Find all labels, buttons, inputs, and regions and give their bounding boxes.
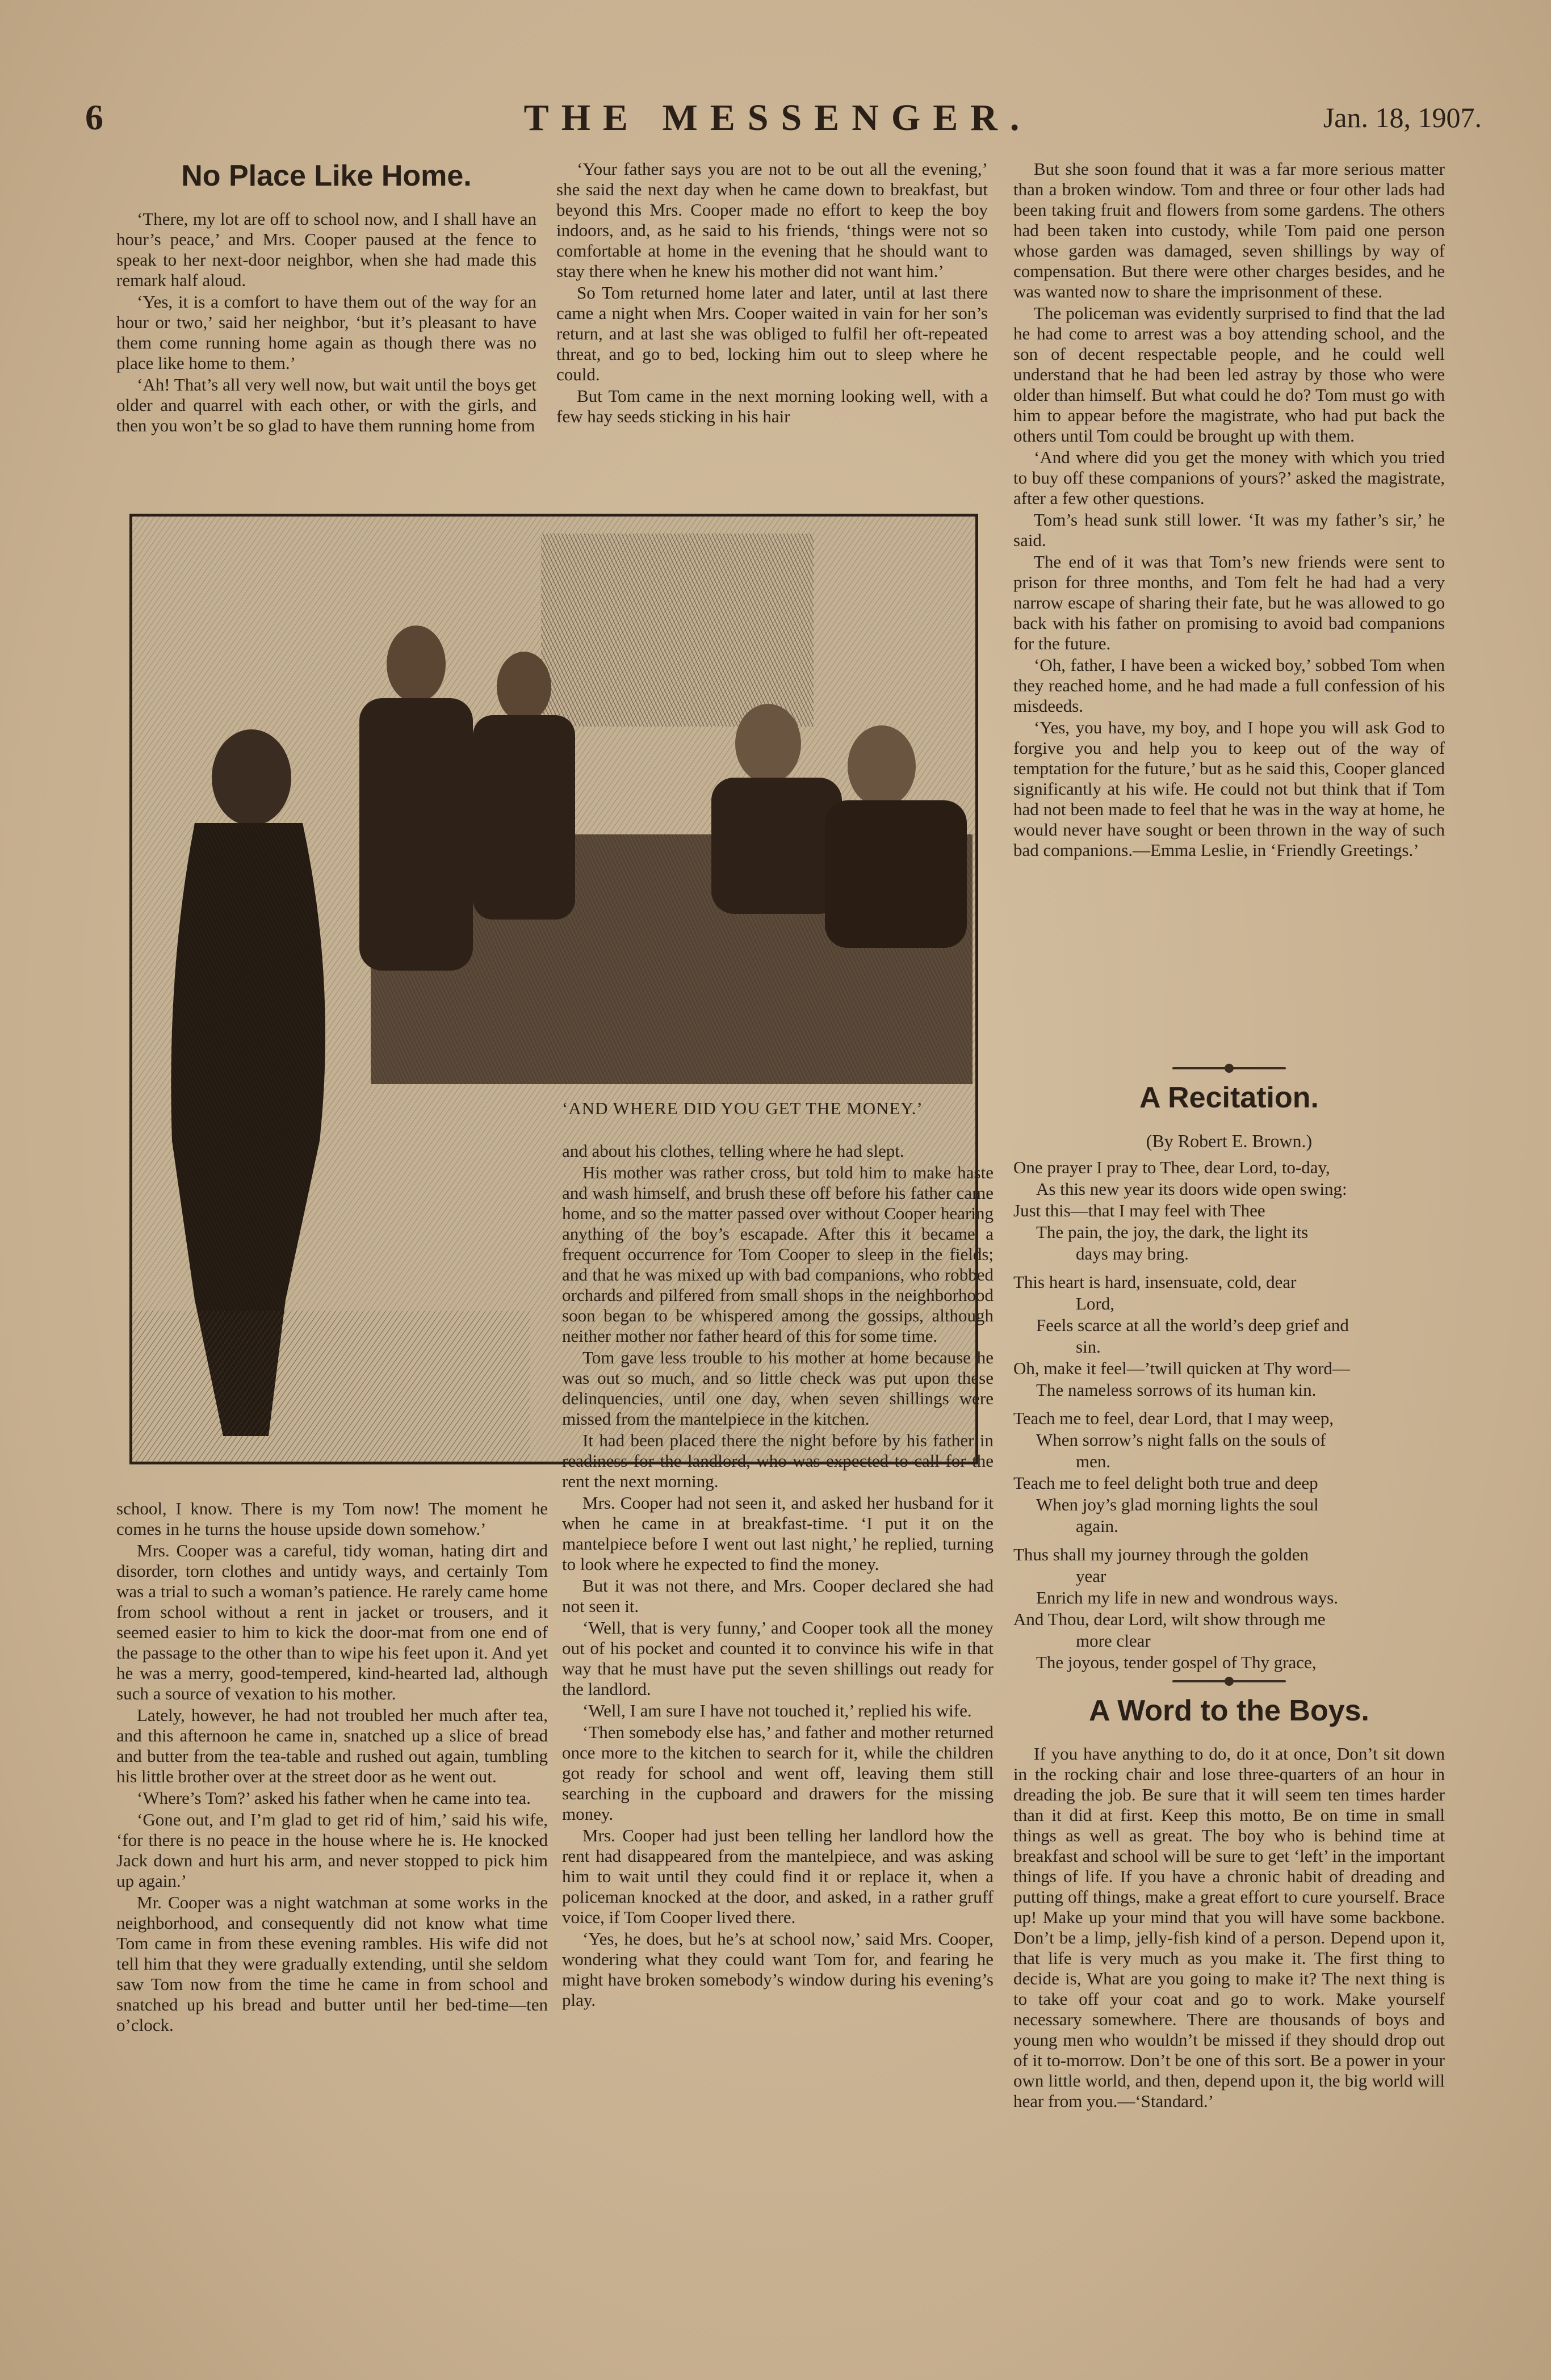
paragraph: ‘Ah! That’s all very well now, but wait until the boys get older and quarrel with each other, or with the girls, and then you won’t be so glad to have them running home from [116,375,536,435]
verse-line: more clear [1076,1631,1151,1651]
paragraph: Tom’s head sunk still lower. ‘It was my father’s sir,’ he said. [1013,510,1445,550]
word-to-boys-title: A Word to the Boys. [1089,1694,1369,1727]
paragraph: Tom gave less trouble to his mother at home because he was out so much, and so little check was put upon these delinquencies, until one day, when seven shillings were missed from the mantelpiece in the kitchen. [562,1348,994,1429]
verse-line: men. [1076,1451,1111,1471]
verse-line: Oh, make it feel—’twill quicken at Thy word— [1013,1358,1350,1378]
issue-date: Jan. 18, 1907. [1323,102,1482,133]
paragraph: ‘And where did you get the money with which you tried to buy off these companions of yours?’ asked the magistrate, after a few other questions. [1013,447,1445,508]
paragraph: ‘Well, I am sure I have not touched it,’ replied his wife. [582,1701,972,1720]
verse-line: Just this—that I may feel with Thee [1013,1201,1265,1220]
paragraph: ‘Then somebody else has,’ and father and mother returned once more to the kitchen to search for it, while the children got ready for school and went off, leaving them still searching in the cupboard and drawers for the missing money. [562,1722,994,1824]
paragraph: ‘Yes, it is a comfort to have them out of the way for an hour or two,’ said her neighbor, ‘but it’s pleasant to have them come running home again as though there was no place like home to them.’ [116,292,536,373]
paragraph: ‘Yes, he does, but he’s at school now,’ said Mrs. Cooper, wondering what they could want Tom for, and fearing he might have broken somebody’s window during his evening’s play. [562,1929,994,2010]
paragraph: So Tom returned home later and later, until at last there came a night when Mrs. Cooper waited in vain for her son’s return, and at last she was obliged to fulfil her oft-repeated threat, and go to bed, locking him out to sleep where he could. [556,283,988,384]
recitation-byline: (By Robert E. Brown.) [1146,1131,1313,1151]
section-divider [1172,1067,1286,1069]
verse-line: When joy’s glad morning lights the soul [1036,1495,1319,1514]
verse-line: And Thou, dear Lord, wilt show through me [1013,1609,1326,1629]
paragraph: It had been placed there the night before by his father in readiness for the landlord, who was expected to call for the rent the next morning. [562,1430,994,1491]
paragraph: ‘Gone out, and I’m glad to get rid of him,’ said his wife, ‘for there is no peace in the house where he is. He knocked Jack down and hurt his arm, and never stopped to pick him up again.’ [116,1810,548,1891]
masthead [85,96,1482,148]
verse-line: Thus shall my journey through the golden [1013,1544,1309,1564]
verse-line: days may bring. [1076,1244,1189,1264]
verse-line: again. [1076,1516,1118,1536]
paragraph: ‘Yes, you have, my boy, and I hope you will ask God to forgive you and help you to keep out of the way of temptation for the future,’ but as he said this, Cooper glanced significantly at his wife. He could not but think that if Tom had not been made to feel that he was in the way at home, he would never have sought or been thrown in the way of such bad companions.—Emma Leslie, in ‘Friendly Greetings.’ [1013,717,1445,860]
section-divider [1172,1680,1286,1682]
paragraph: Lately, however, he had not troubled her much after tea, and this afternoon he came in, snatched up a slice of bread and butter from the tea-table and rushed out again, tumbling his little brother over at the street door as he went out. [116,1705,548,1786]
verse-line: Lord, [1076,1294,1115,1313]
page-number: 6 [85,97,103,137]
verse-line: One prayer I pray to Thee, dear Lord, to-day, [1013,1157,1330,1177]
verse-line: Feels scarce at all the world’s deep grief and [1036,1315,1349,1335]
recitation-section [1013,1067,1445,1680]
story-col1-bottom [116,1498,548,2037]
verse-stanza [1013,1544,1445,1673]
paragraph: ‘Well, that is very funny,’ and Cooper took all the money out of his pocket and counted it to convince his wife in that way that he must have put the seven shillings out ready for the landlord. [562,1618,994,1699]
story-col1-top [116,159,536,437]
paragraph: and about his clothes, telling where he had slept. [562,1141,904,1161]
verse-line: As this new year its doors wide open swing: [1036,1179,1347,1199]
paragraph: But she soon found that it was a far more serious matter than a broken window. Tom and three or four other lads had been taking fruit and flowers from some gardens. The others had been taken into custody, while Tom paid one person whose garden was damaged, seven shillings by way of compensation. But there were other charges besides, and he was wanted now to share the imprisonment of these. [1013,159,1445,301]
paragraph: His mother was rather cross, but told him to make haste and wash himself, and brush these off before his father came home, and so the matter passed over without Cooper hearing anything of the boy’s escapade. After this it became a frequent occurrence for Tom Cooper to sleep in the fields; and that he was mixed up with bad companions, who robbed orchards and pilfered from small shops in the neighborhood soon began to be whispered among the gossips, although neither mother nor father heard of this for some time. [562,1162,994,1346]
verse-stanza [1013,1408,1445,1537]
verse-line: year [1076,1566,1106,1586]
story-col2-bottom [562,1141,994,2012]
verse-line: The nameless sorrows of its human kin. [1036,1380,1317,1400]
paragraph: But it was not there, and Mrs. Cooper declared she had not seen it. [562,1576,994,1616]
illustration-caption: ‘AND WHERE DID YOU GET THE MONEY.’ [562,1098,923,1118]
paragraph: If you have anything to do, do it at once, Don’t sit down in the rocking chair and lose three-quarters of an hour in dreading the job. Be sure that it will seem ten times harder than it did at first. Keep this motto, Be on time in small things as well as great. The boy who is behind time at breakfast and school will be sure to get ‘left’ in the important things of life. If you have a chronic habit of dreading and putting off things, make a great effort to cure yourself. Brace up! Make up your mind that you will have some backbone. Don’t be a limp, jelly-fish kind of a person. Depend upon it, that life is very much as you make it. The first thing to decide is, What are you going to make it? The next thing is to take off your coat and go to work. Make yourself necessary somewhere. There are thousands of boys and young men who wouldn’t be missed if they should drop out of it to-morrow. Don’t be one of this sort. Be a power in your own little world, and then, depend upon it, the big world will hear from you.—‘Standard.’ [1013,1744,1445,2111]
recitation-title: A Recitation. [1139,1081,1319,1114]
paragraph: The end of it was that Tom’s new friends were sent to prison for three months, and Tom felt he had had a very narrow escape of sharing their fate, but he was allowed to go back with his father on promising to avoid bad companions for the future. [1013,552,1445,653]
paragraph: ‘Your father says you are not to be out all the evening,’ she said the next day when he came down to breakfast, but beyond this Mrs. Cooper made no effort to keep the boy indoors, and, as he said to his friends, ‘things were not so comfortable at home in the evening that he should want to stay there when he knew his mother did not want him.’ [556,159,988,281]
verse-line: Teach me to feel delight both true and deep [1013,1473,1318,1493]
paragraph: ‘There, my lot are off to school now, and I shall have an hour’s peace,’ and Mrs. Cooper paused at the fence to speak to her next-door neighbor, when she had made this remark half aloud. [116,209,536,290]
verse-line: When sorrow’s night falls on the souls of [1036,1430,1326,1450]
paragraph: The policeman was evidently surprised to find that the lad he had come to arrest was a boy attending school, and the son of decent respectable people, and he could well understand that he had been led astray by those who were older than himself. But what could he do? Tom must go with him to appear before the magistrate, who had put back the others until Tom could be brought up with them. [1013,303,1445,446]
verse-stanza [1013,1157,1445,1265]
paragraph: But Tom came in the next morning looking well, with a few hay seeds sticking in his hair [556,386,988,426]
paragraph: school, I know. There is my Tom now! The moment he comes in he turns the house upside down somehow.’ [116,1498,548,1539]
paragraph: ‘Where’s Tom?’ asked his father when he came into tea. [137,1788,531,1808]
verse-line: The joyous, tender gospel of Thy grace, [1036,1652,1317,1672]
paragraph: Mrs. Cooper had just been telling her landlord how the rent had disappeared from the mantelpiece, and was asking him to wait until they could find it or replace it, when a policeman knocked at the door, and asked, in a rather gruff voice, if Tom Cooper lived there. [562,1825,994,1927]
newspaper-title: THE MESSENGER. [523,97,1032,138]
verse-line: The pain, the joy, the dark, the light its [1036,1222,1309,1242]
paragraph: Mr. Cooper was a night watchman at some works in the neighborhood, and consequently did not know what time Tom came in from these evening rambles. His wife did not tell him that they were gradually extending, until she seldom saw Tom now from the time he came in from school and snatched up his bread and butter until her bed-time—ten o’clock. [116,1892,548,2035]
story-col2-top [556,159,988,428]
story-col3 [1013,159,1445,862]
paragraph: Mrs. Cooper was a careful, tidy woman, hating dirt and disorder, torn clothes and untidy ways, and certainly Tom was a trial to such a woman’s patience. He rarely came home from school without a rent in jacket or trousers, and it seemed easier to him to kick the door-mat from one end of the passage to the other than to wipe his feet upon it. And yet he was a merry, good-tempered, kind-hearted lad, although such a source of vexation to his mother. [116,1541,548,1703]
verse-line: Teach me to feel, dear Lord, that I may weep, [1013,1408,1334,1428]
word-to-boys-section [1013,1680,1445,2113]
verse-line: This heart is hard, insensuate, cold, dear [1013,1272,1297,1292]
paragraph: ‘Oh, father, I have been a wicked boy,’ sobbed Tom when they reached home, and he had made a full confession of his misdeeds. [1013,655,1445,716]
verse-line: sin. [1076,1337,1101,1357]
verse-stanza [1013,1271,1445,1401]
verse-line: Enrich my life in new and wondrous ways. [1036,1588,1339,1607]
paragraph: Mrs. Cooper had not seen it, and asked her husband for it when he came in at breakfast-time. ‘I put it on the mantelpiece before I went out last night,’ he replied, turning to look where he expected to find the money. [562,1493,994,1574]
story-title: No Place Like Home. [181,159,472,192]
